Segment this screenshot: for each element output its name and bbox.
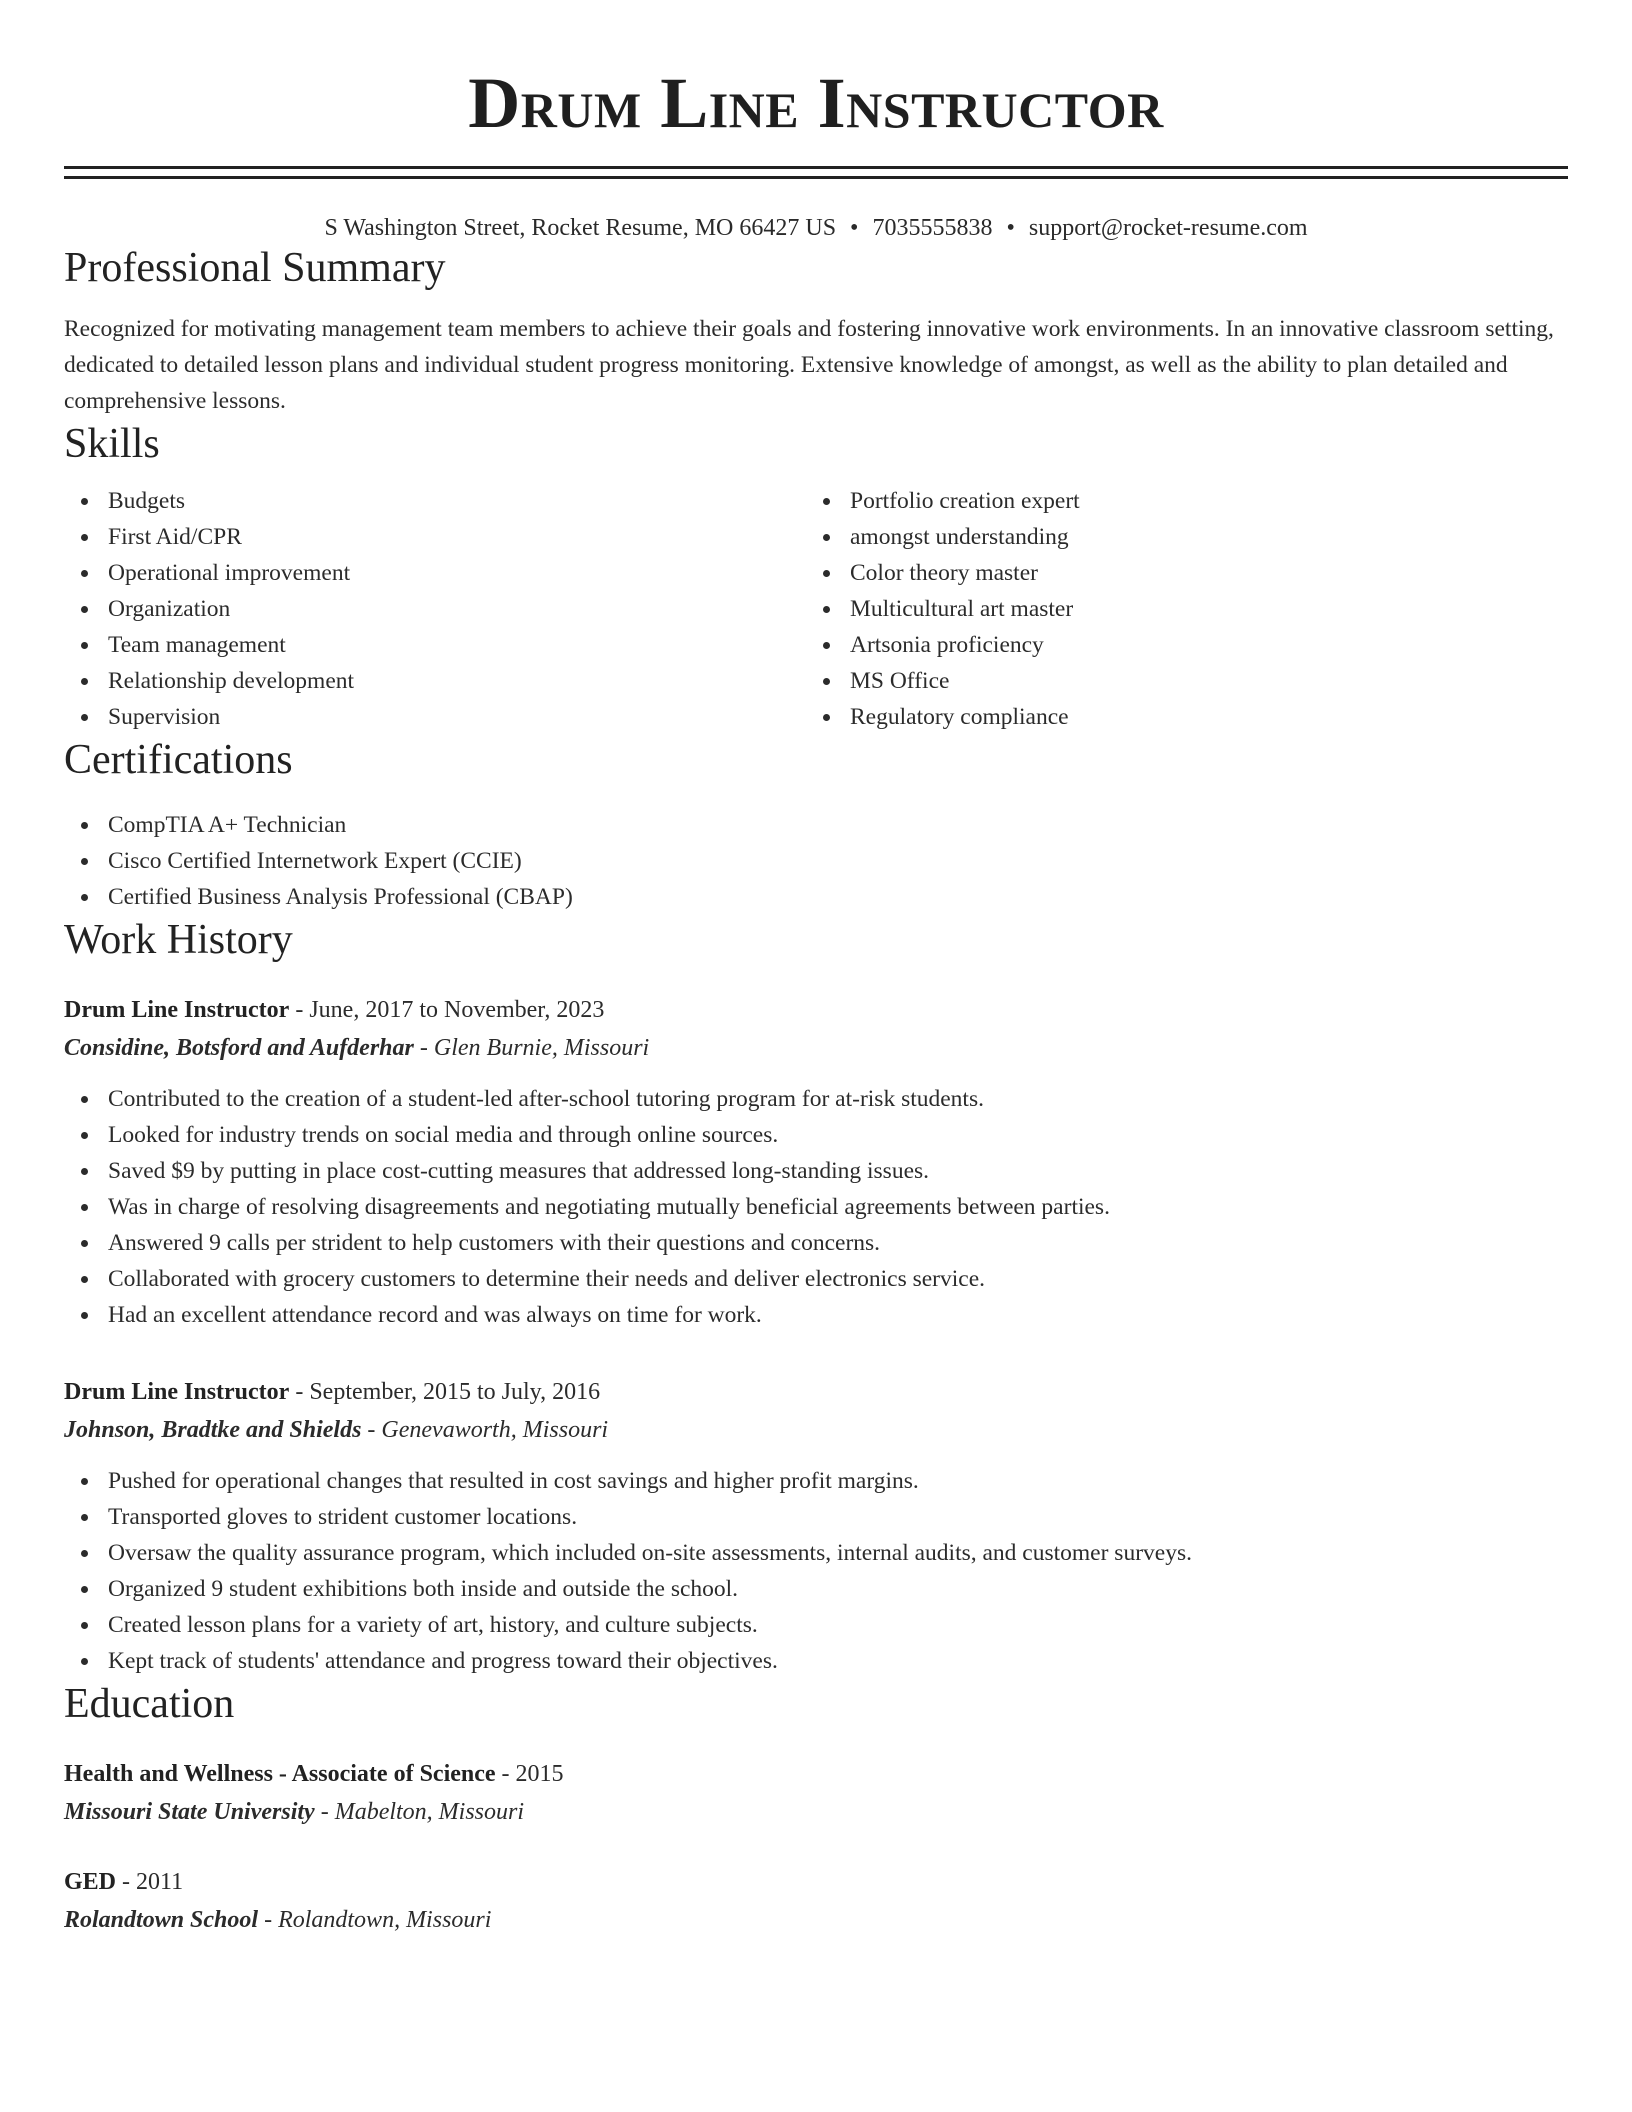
education-location: Rolandtown, Missouri bbox=[278, 1907, 492, 1933]
section-title-skills: Skills bbox=[64, 421, 160, 467]
job-dates: September, 2015 to July, 2016 bbox=[309, 1379, 601, 1405]
skill-item: amongst understanding bbox=[806, 519, 1548, 555]
job-role: Drum Line Instructor bbox=[64, 997, 290, 1023]
job-entry bbox=[64, 1373, 1568, 1679]
skills-grid bbox=[64, 483, 1568, 735]
dash-separator: - bbox=[413, 1035, 434, 1061]
job-duty-item: Transported gloves to strident customer locations. bbox=[64, 1499, 1568, 1535]
job-company: Johnson, Bradtke and Shields bbox=[64, 1417, 362, 1443]
job-company: Considine, Botsford and Aufderhar bbox=[64, 1035, 414, 1061]
section-title-summary: Professional Summary bbox=[64, 245, 446, 291]
dash-separator: - bbox=[116, 1869, 137, 1895]
skill-item: Operational improvement bbox=[64, 555, 806, 591]
education-school-line bbox=[64, 1901, 1568, 1939]
section-title-work-history: Work History bbox=[64, 917, 293, 963]
education-school: Rolandtown School bbox=[64, 1907, 259, 1933]
dash-separator: - bbox=[314, 1799, 335, 1825]
dash-separator: - bbox=[361, 1417, 382, 1443]
job-role: Drum Line Instructor bbox=[64, 1379, 290, 1405]
contact-separator: • bbox=[1006, 215, 1015, 241]
job-duty-item: Pushed for operational changes that resulted in cost savings and higher profit margins. bbox=[64, 1463, 1568, 1499]
dash-separator: - bbox=[495, 1761, 516, 1787]
job-duty-item: Answered 9 calls per strident to help customers with their questions and concerns. bbox=[64, 1225, 1568, 1261]
summary-text: Recognized for motivating management team members to achieve their goals and fostering innovative work environments. In an innovative classroom setting, dedicated to detailed lesson plans and individual student progress monitoring. Extensive knowledge of amongst, as well as the ability to plan detailed and comprehensive lessons. bbox=[64, 316, 1554, 414]
job-location: Genevaworth, Missouri bbox=[381, 1417, 609, 1443]
skill-item: MS Office bbox=[806, 663, 1548, 699]
job-duty-item: Contributed to the creation of a student-led after-school tutoring program for at-risk students. bbox=[64, 1081, 1568, 1117]
certification-item: CompTIA A+ Technician bbox=[64, 807, 1568, 843]
skill-item: Team management bbox=[64, 627, 806, 663]
education-degree: Health and Wellness - Associate of Science bbox=[64, 1761, 496, 1787]
skill-item: Color theory master bbox=[806, 555, 1548, 591]
job-duty-item: Organized 9 student exhibitions both inside and outside the school. bbox=[64, 1571, 1568, 1607]
education-location: Mabelton, Missouri bbox=[334, 1799, 525, 1825]
job-duty-item: Kept track of students' attendance and progress toward their objectives. bbox=[64, 1643, 1568, 1679]
skill-item: Relationship development bbox=[64, 663, 806, 699]
section-title-certifications: Certifications bbox=[64, 737, 293, 783]
skill-item: Budgets bbox=[64, 483, 806, 519]
certification-item: Certified Business Analysis Professional (CBAP) bbox=[64, 879, 1568, 915]
job-duties-list bbox=[64, 1463, 1568, 1679]
job-title-line bbox=[64, 991, 1568, 1029]
education-degree-line bbox=[64, 1863, 1568, 1901]
header-double-divider bbox=[64, 166, 1568, 179]
contact-separator: • bbox=[850, 215, 859, 241]
dash-separator: - bbox=[289, 997, 310, 1023]
education-year: 2015 bbox=[515, 1761, 564, 1787]
job-duty-item: Created lesson plans for a variety of art, history, and culture subjects. bbox=[64, 1607, 1568, 1643]
contact-line bbox=[64, 213, 1568, 243]
skill-item: Regulatory compliance bbox=[806, 699, 1548, 735]
job-duty-item: Collaborated with grocery customers to determine their needs and deliver electronics service. bbox=[64, 1261, 1568, 1297]
certifications-list bbox=[64, 807, 1568, 915]
contact-email: support@rocket-resume.com bbox=[1028, 215, 1308, 241]
education-degree: GED bbox=[64, 1869, 117, 1895]
skill-item: Portfolio creation expert bbox=[806, 483, 1548, 519]
job-duty-item: Had an excellent attendance record and was always on time for work. bbox=[64, 1297, 1568, 1333]
job-duties-list bbox=[64, 1081, 1568, 1333]
skill-item: Artsonia proficiency bbox=[806, 627, 1548, 663]
skills-list-left bbox=[64, 483, 806, 735]
contact-address: S Washington Street, Rocket Resume, MO 66427 US bbox=[324, 215, 837, 241]
skills-column-left bbox=[64, 483, 806, 735]
dash-separator: - bbox=[289, 1379, 310, 1405]
education-year: 2011 bbox=[136, 1869, 184, 1895]
job-duty-item: Looked for industry trends on social media and through online sources. bbox=[64, 1117, 1568, 1153]
job-location: Glen Burnie, Missouri bbox=[433, 1035, 650, 1061]
education-entry bbox=[64, 1863, 1568, 1939]
skill-item: Organization bbox=[64, 591, 806, 627]
skills-list-right bbox=[806, 483, 1548, 735]
education-entry bbox=[64, 1755, 1568, 1831]
skill-item: Multicultural art master bbox=[806, 591, 1548, 627]
section-title-education: Education bbox=[64, 1681, 235, 1727]
job-duty-item: Was in charge of resolving disagreements and negotiating mutually beneficial agreements between parties. bbox=[64, 1189, 1568, 1225]
job-employer-line bbox=[64, 1029, 1568, 1067]
education-school: Missouri State University bbox=[64, 1799, 315, 1825]
job-entry bbox=[64, 991, 1568, 1333]
dash-separator: - bbox=[258, 1907, 279, 1933]
job-employer-line bbox=[64, 1411, 1568, 1449]
skills-column-right bbox=[806, 483, 1548, 735]
job-duty-item: Saved $9 by putting in place cost-cutting measures that addressed long-standing issues. bbox=[64, 1153, 1568, 1189]
job-title-line bbox=[64, 1373, 1568, 1411]
skill-item: Supervision bbox=[64, 699, 806, 735]
certification-item: Cisco Certified Internetwork Expert (CCIE) bbox=[64, 843, 1568, 879]
skill-item: First Aid/CPR bbox=[64, 519, 806, 555]
job-duty-item: Oversaw the quality assurance program, which included on-site assessments, internal audits, and customer surveys. bbox=[64, 1535, 1568, 1571]
contact-phone: 7035555838 bbox=[872, 215, 993, 241]
education-school-line bbox=[64, 1793, 1568, 1831]
resume-name-heading: Drum Line Instructor bbox=[468, 63, 1164, 143]
job-dates: June, 2017 to November, 2023 bbox=[309, 997, 605, 1023]
education-degree-line bbox=[64, 1755, 1568, 1793]
